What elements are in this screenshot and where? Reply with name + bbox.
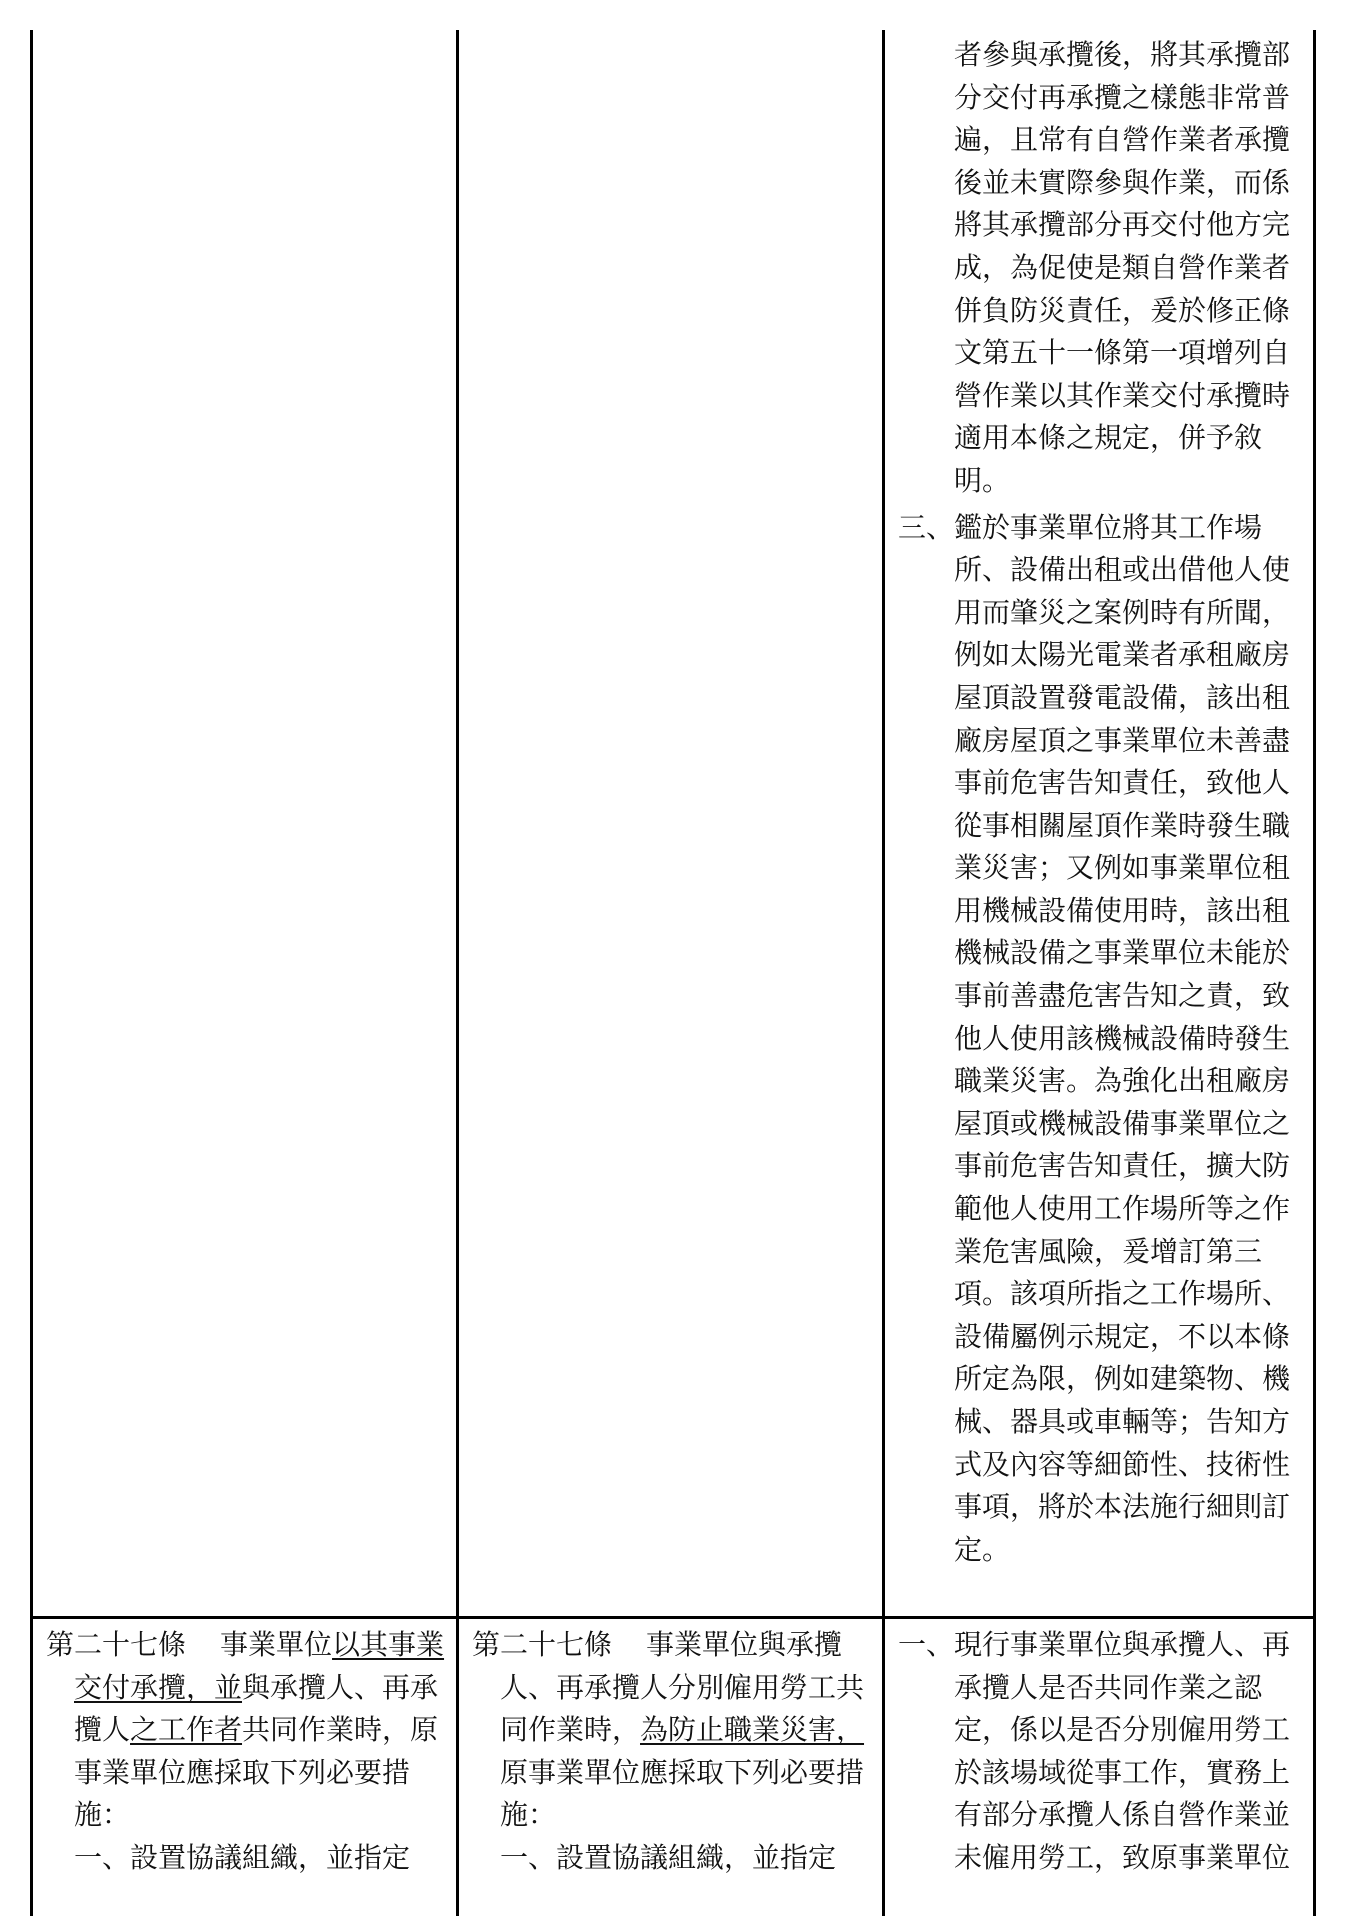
table-border-right bbox=[1313, 30, 1316, 1916]
current-article-27 bbox=[472, 1624, 882, 1837]
row2-current-text-cell bbox=[472, 1624, 882, 1880]
row1-explanation-cell bbox=[898, 34, 1308, 1571]
item-text: 現行事業單位與承攬人、再承攬人是否共同作業之認定，係以是否分別僱用勞工於該場域從事工作，實務上有部分承攬人係自營作業並未僱用勞工，致原事業單位 bbox=[954, 1628, 1291, 1874]
article-text-segment: 事業單位與承攬人、再承攬人分別僱用勞工共同作業時， bbox=[500, 1628, 865, 1747]
article-text-segment: 事業單位 bbox=[220, 1628, 333, 1661]
explanation-continued-paragraph: 者參與承攬後，將其承攬部分交付再承攬之樣態非常普遍，且常有自營作業者承攬後並未實際參與作業，而係將其承攬部分再交付他方完成，為促使是類自營作業者併負防災責任，爰於修正條文第五十一條第一項增列自營作業以其作業交付承攬時適用本條之規定，併予敘明。 bbox=[954, 38, 1291, 497]
item-marker: 一、 bbox=[898, 1628, 955, 1661]
item-marker: 三、 bbox=[898, 510, 955, 544]
explanation-item-3 bbox=[898, 507, 1308, 1572]
column-divider-1 bbox=[456, 30, 459, 1916]
article-number: 第二十七條 bbox=[472, 1628, 613, 1661]
explanation-item-1 bbox=[898, 1624, 1308, 1880]
item-text: 鑑於事業單位將其工作場所、設備出租或出借他人使用而肇災之案例時有所聞，例如太陽光電業者承租廠房屋頂設置發電設備，該出租廠房屋頂之事業單位未善盡事前危害告知責任，致他人從事相關屋頂作業時發生職業災害；又例如事業單位租用機械設備使用時，該出租機械設備之事業單位未能於事前善盡危害告知之責，致他人使用該機械設備時發生職業災害。為強化出租廠房屋頂或機械設備事業單位之事前危害告知責任，擴大防範他人使用工作場所等之作業危害風險，爰增訂第三項。該項所指之工作場所、設備屬例示規定，不以本條所定為限，例如建築物、機械、器具或車輛等；告知方式及內容等細節性、技術性事項，將於本法施行細則訂定。 bbox=[954, 510, 1291, 1566]
article-text-segment: 與承攬人、再承攬人 bbox=[74, 1670, 439, 1747]
comparison-table bbox=[30, 30, 1316, 1916]
article-number: 第二十七條 bbox=[46, 1628, 187, 1661]
amendment-underline: 之工作者 bbox=[130, 1713, 243, 1747]
row-divider bbox=[30, 1616, 1316, 1619]
amendment-underline: 為防止職業災害， bbox=[640, 1713, 865, 1747]
amended-item-1: 一、設置協議組織，並指定 bbox=[74, 1840, 411, 1874]
row2-amended-text-cell bbox=[46, 1624, 456, 1880]
table-border-left bbox=[30, 30, 33, 1916]
article-text-segment: 原事業單位應採取下列必要措施： bbox=[500, 1755, 865, 1832]
article-text-segment: 共同作業時，原事業單位應採取下列必要措施： bbox=[74, 1713, 439, 1832]
amendment-underline: 以其事業交付承攬，並 bbox=[74, 1628, 445, 1704]
column-divider-2 bbox=[882, 30, 885, 1916]
amended-article-27 bbox=[46, 1624, 456, 1837]
row2-explanation-cell bbox=[898, 1624, 1308, 1880]
current-item-1: 一、設置協議組織，並指定 bbox=[500, 1840, 837, 1874]
